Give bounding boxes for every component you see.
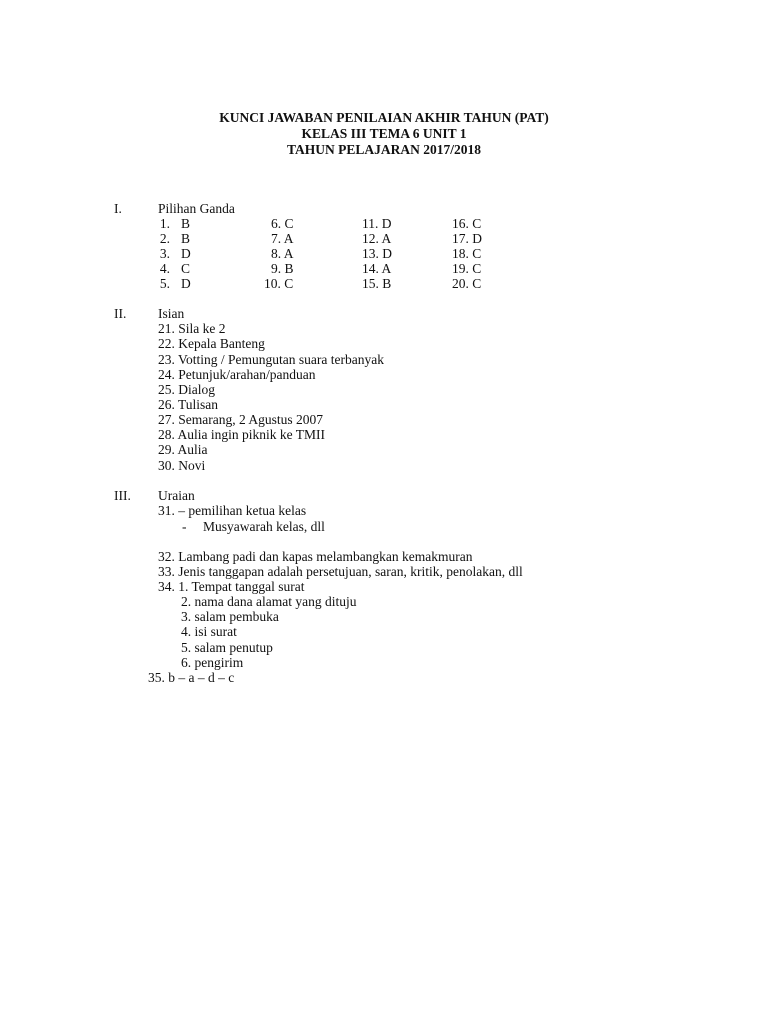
mc-item: 15. B xyxy=(362,276,392,291)
isian-item: 25. Dialog xyxy=(158,382,215,397)
section-3-roman: III. xyxy=(114,488,131,503)
uraian-34-sub: 3. salam pembuka xyxy=(181,609,279,624)
mc-item: 12. A xyxy=(362,231,392,246)
uraian-34-sub: 6. pengirim xyxy=(181,655,244,670)
mc-answer: C xyxy=(181,261,191,276)
mc-number: 4. xyxy=(159,261,170,276)
mc-item: 19. C xyxy=(452,261,482,276)
mc-answer: D xyxy=(181,246,191,261)
mc-item: 7. A xyxy=(271,231,294,246)
mc-answer: B xyxy=(181,216,191,231)
isian-item: 29. Aulia xyxy=(158,442,208,457)
mc-item: 11. D xyxy=(362,216,392,231)
title-line-3: TAHUN PELAJARAN 2017/2018 xyxy=(286,142,481,157)
isian-item: 26. Tulisan xyxy=(158,397,219,412)
isian-item: 22. Kepala Banteng xyxy=(158,336,265,351)
title-line-1: KUNCI JAWABAN PENILAIAN AKHIR TAHUN (PAT) xyxy=(219,110,549,125)
isian-item: 27. Semarang, 2 Agustus 2007 xyxy=(158,412,323,427)
uraian-34-sub: 5. salam penutup xyxy=(181,640,273,655)
mc-answer: B xyxy=(181,231,191,246)
mc-item: 8. A xyxy=(271,246,294,261)
section-2-heading: Isian xyxy=(158,306,185,321)
mc-item: 16. C xyxy=(452,216,482,231)
uraian-item-31: 31. – pemilihan ketua kelas xyxy=(158,503,307,518)
mc-item: 20. C xyxy=(452,276,482,291)
isian-item: 24. Petunjuk/arahan/panduan xyxy=(158,367,316,382)
mc-item: 18. C xyxy=(452,246,482,261)
mc-item: 9. B xyxy=(271,261,294,276)
uraian-item-34: 34. 1. Tempat tanggal surat xyxy=(158,579,305,594)
mc-item: 17. D xyxy=(452,231,482,246)
uraian-31-dash: - xyxy=(182,519,187,534)
isian-item: 28. Aulia ingin piknik ke TMII xyxy=(158,427,325,442)
uraian-item-32: 32. Lambang padi dan kapas melambangkan kemakmuran xyxy=(158,549,473,564)
mc-item: 13. D xyxy=(362,246,392,261)
document-title xyxy=(0,110,768,158)
mc-item: 10. C xyxy=(264,276,294,291)
uraian-34-sub: 4. isi surat xyxy=(181,624,237,639)
isian-item: 30. Novi xyxy=(158,458,206,473)
mc-number: 1. xyxy=(159,216,170,231)
mc-number: 2. xyxy=(159,231,170,246)
isian-item: 23. Votting / Pemungutan suara terbanyak xyxy=(158,352,384,367)
mc-answer: D xyxy=(181,276,191,291)
uraian-34-sub: 2. nama dana alamat yang dituju xyxy=(181,594,357,609)
mc-number: 3. xyxy=(159,246,170,261)
mc-item: 6. C xyxy=(271,216,294,231)
mc-number: 5. xyxy=(159,276,170,291)
mc-item: 14. A xyxy=(362,261,392,276)
isian-item: 21. Sila ke 2 xyxy=(158,321,226,336)
uraian-item-33: 33. Jenis tanggapan adalah persetujuan, saran, kritik, penolakan, dll xyxy=(158,564,523,579)
uraian-31-sub: Musyawarah kelas, dll xyxy=(203,519,325,534)
section-1-heading: Pilihan Ganda xyxy=(158,201,235,216)
section-2-roman: II. xyxy=(114,306,127,321)
section-1-roman: I. xyxy=(114,201,122,216)
title-line-2: KELAS III TEMA 6 UNIT 1 xyxy=(301,126,467,141)
uraian-item-35: 35. b – a – d – c xyxy=(148,670,235,685)
section-3-heading: Uraian xyxy=(158,488,195,503)
